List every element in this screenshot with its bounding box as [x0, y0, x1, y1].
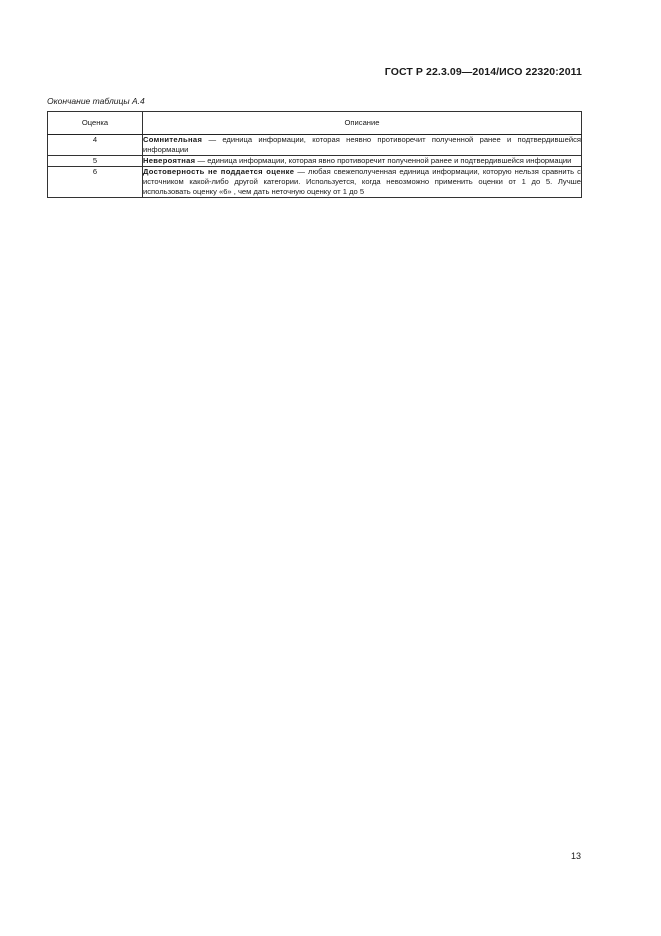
term: Достоверность не поддается оценке [143, 167, 295, 176]
description-cell [143, 167, 582, 198]
definition-text: — единица информации, которая неявно противоречит полученной ранее и подтвердившейся информации [143, 135, 581, 154]
table-row [48, 135, 582, 156]
grade-cell: 6 [48, 167, 143, 198]
grade-cell: 5 [48, 156, 143, 167]
page-number: 13 [570, 851, 581, 861]
description-cell [143, 135, 582, 156]
column-header-description: Описание [143, 112, 582, 135]
grades-table [47, 111, 582, 198]
definition-text: — единица информации, которая явно противоречит полученной ранее и подтвердившейся информации [195, 156, 572, 165]
term: Невероятная [143, 156, 196, 165]
description-cell [143, 156, 582, 167]
table-row [48, 167, 582, 198]
column-header-grade: Оценка [48, 112, 143, 135]
definition-text: — любая свежеполученная единица информации, которую нельзя сравнить с источником какой-либо другой категории. Используется, когда невозможно применить оценки от 1 до 5. Лучше использовать оценку «6» , чем дать неточную оценку от 1 до 5 [143, 167, 581, 196]
document-code: ГОСТ Р 22.3.09—2014/ИСО 22320:2011 [384, 66, 582, 78]
grade-cell: 4 [48, 135, 143, 156]
table-row [48, 156, 582, 167]
table-header-row [48, 112, 582, 135]
term: Сомнительная [143, 135, 203, 144]
table-caption: Окончание таблицы А.4 [47, 96, 145, 106]
